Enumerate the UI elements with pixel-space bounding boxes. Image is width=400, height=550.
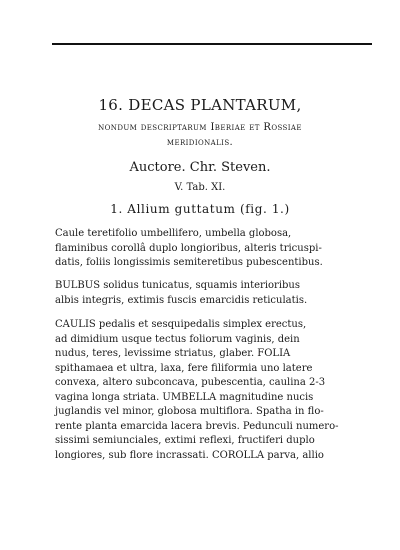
author-line: Auctore. Chr. Steven. bbox=[129, 160, 271, 175]
text-line: CAULIS pedalis et sesquipedalis simplex erectus, bbox=[55, 319, 307, 330]
text-line: flaminibus corollâ duplo longioribus, alteris tricuspi- bbox=[55, 242, 322, 254]
page-title: 16. DECAS PLANTARUM, bbox=[98, 96, 302, 114]
header-rule bbox=[52, 43, 372, 45]
text-line: nudus, teres, levissime striatus, glaber. FOLIA bbox=[55, 348, 291, 359]
paragraph-caulis bbox=[55, 318, 355, 463]
text-line: albis integris, extimis fuscis emarcidis reticulatis. bbox=[55, 294, 308, 306]
plate-reference: V. Tab. XI. bbox=[174, 182, 226, 193]
paragraph-bulbus bbox=[55, 279, 355, 308]
species-heading: 1. Allium guttatum (fig. 1.) bbox=[110, 202, 290, 216]
text-line: rente planta emarcida lacera brevis. Pedunculi numero- bbox=[55, 420, 339, 432]
text-line: Caule teretifolio umbellifero, umbella globosa, bbox=[55, 228, 292, 239]
text-line: ad dimidium usque tectus foliorum vaginis, dein bbox=[55, 333, 300, 345]
text-line: juglandis vel minor, globosa multiflora. Spatha in flo- bbox=[55, 406, 324, 417]
text-line: spithamaea et ultra, laxa, fere filiformia uno latere bbox=[55, 362, 313, 374]
paragraph-diagnosis bbox=[55, 227, 355, 271]
subtitle-line-1: nondum descriptarum Iberiae et Rossiae bbox=[98, 122, 302, 133]
text-line: sissimi semiunciales, extimi reflexi, fructiferi duplo bbox=[55, 435, 315, 446]
text-line: vagina longa striata. UMBELLA magnitudine nucis bbox=[55, 391, 314, 403]
text-line: BULBUS solidus tunicatus, squamis interioribus bbox=[55, 280, 300, 291]
text-line: datis, foliis longissimis semiteretibus pubescentibus. bbox=[55, 257, 323, 268]
subtitle-line-2: meridionalis. bbox=[166, 137, 234, 148]
text-line: longiores, sub flore incrassati. COROLLA parva, allio bbox=[55, 449, 324, 461]
text-line: convexa, altero subconcava, pubescentia, caulina 2-3 bbox=[55, 377, 326, 388]
